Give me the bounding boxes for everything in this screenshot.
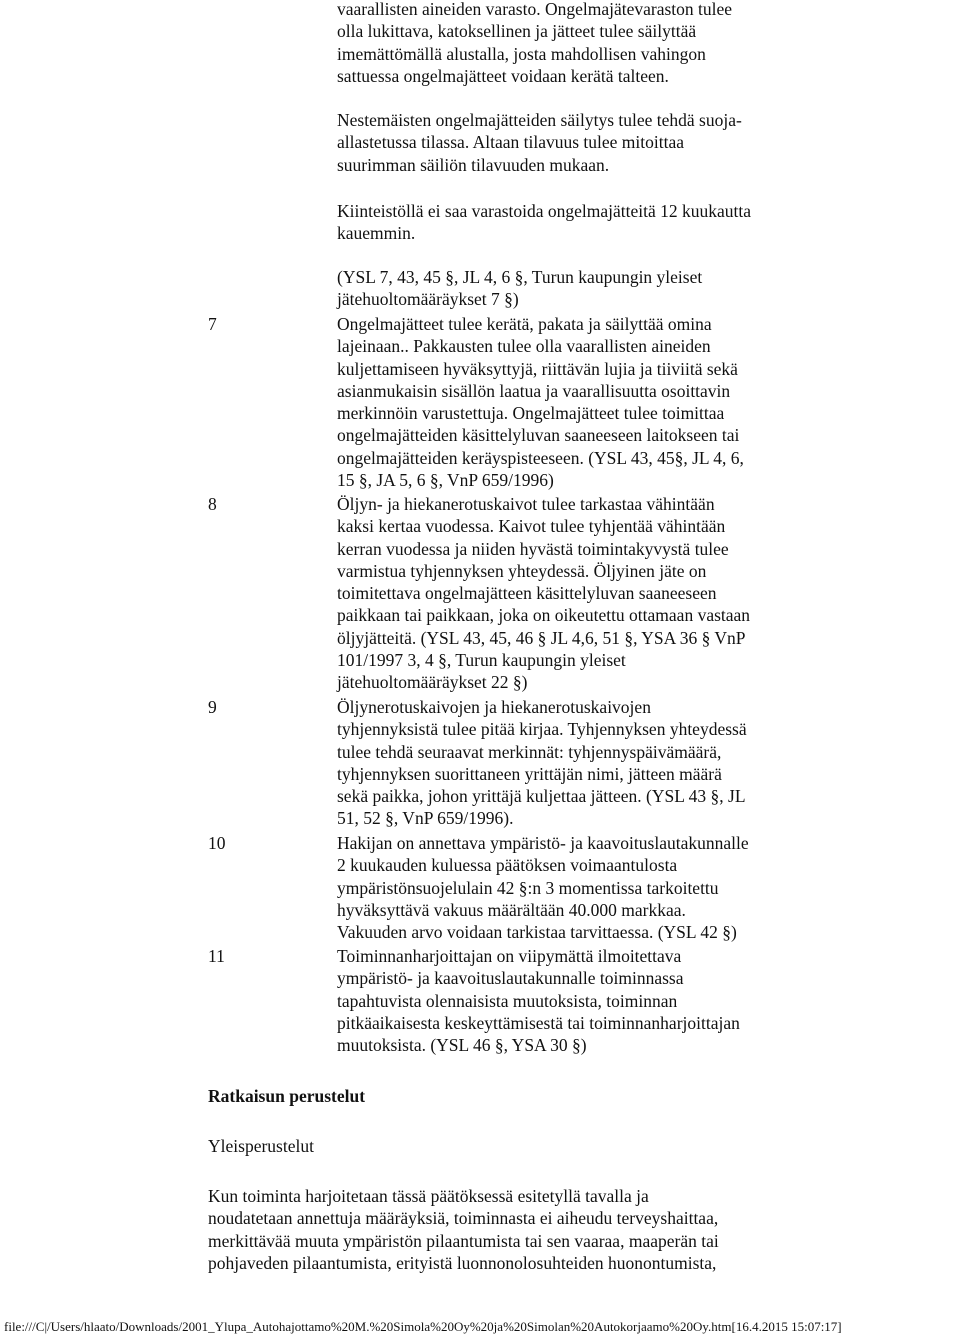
- reference-paragraph: [337, 266, 817, 311]
- storage-paragraph: [337, 0, 817, 87]
- text-line: kuljettamiseen hyväksyttyjä, riittävän lujia ja tiiviitä sekä: [337, 358, 738, 379]
- item-text: [337, 313, 817, 491]
- text-line: noudatetaan annettuja määräyksiä, toiminnasta ei aiheudu terveyshaittaa,: [208, 1208, 719, 1229]
- item-text: [337, 832, 817, 943]
- text-line: sattuessa ongelmajätteet voidaan kerätä talteen.: [337, 65, 669, 86]
- text-line: (YSL 7, 43, 45 §, JL 4, 6 §, Turun kaupungin yleiset: [337, 267, 703, 287]
- item-number: 7: [208, 314, 217, 334]
- text-line: hyväksyttävä vakuus määrältään 40.000 markkaa.: [337, 899, 686, 920]
- text-line: Toiminnanharjoittajan on viipymättä ilmoitettava: [337, 946, 682, 966]
- text-line: öljyjätteitä. (YSL 43, 45, 46 § JL 4,6, 51 §, YSA 36 § VnP: [337, 627, 746, 648]
- item-number: 11: [208, 946, 225, 966]
- text-line: paikkaan tai paikkaan, joka on oikeutettu ottamaan vastaan: [337, 605, 751, 626]
- text-line: merkinnöin varustettuja. Ongelmajätteet tulee toimittaa: [337, 403, 725, 424]
- text-line: kauemmin.: [337, 223, 416, 244]
- text-line: Vakuuden arvo voidaan tarkistaa tarvittaessa. (YSL 42 §): [337, 922, 737, 943]
- text-line: jätehuoltomääräykset 22 §): [337, 672, 528, 693]
- text-line: tulee tehdä seuraavat merkinnät: tyhjennyspäivämäärä,: [337, 741, 722, 762]
- text-line: Hakijan on annettava ympäristö- ja kaavoituslautakunnalle: [337, 833, 749, 853]
- text-line: ongelmajätteiden keräyspisteeseen. (YSL 43, 45§, JL 4, 6,: [337, 447, 744, 468]
- text-line: sekä paikka, johon yrittäjä kuljettaa jätteen. (YSL 43 §, JL: [337, 786, 746, 807]
- text-line: olla lukittava, katoksellinen ja jätteet tulee säilyttää: [337, 21, 697, 42]
- text-line: tapahtuvista olennaisista muutoksista, toiminnan: [337, 990, 678, 1011]
- text-line: ongelmajätteiden käsittelyluvan saaneeseen laitokseen tai: [337, 425, 740, 446]
- text-line: asianmukaisin sisällön laatua ja vaarallisuutta osoittavin: [337, 380, 731, 401]
- item-text: [337, 945, 817, 1056]
- text-line: tyhjennyksistä tulee pitää kirjaa. Tyhjennyksen yhteydessä: [337, 719, 747, 740]
- text-line: Nestemäisten ongelmajätteiden säilytys tulee tehdä suoja-: [337, 110, 742, 130]
- item-number: 9: [208, 697, 217, 717]
- text-line: ympäristö- ja kaavoituslautakunnalle toiminnassa: [337, 968, 684, 989]
- item-text: [337, 493, 817, 694]
- text-line: tyhjennyksen suorittaneen yrittäjän nimi, jätteen määrä: [337, 763, 722, 784]
- text-line: Öljyn- ja hiekanerotuskaivot tulee tarkastaa vähintään: [337, 494, 715, 514]
- liquid-waste-paragraph: [337, 109, 817, 176]
- text-line: pitkäaikaisesta keskeyttämisestä tai toiminnanharjoittajan: [337, 1012, 740, 1033]
- text-line: Kiinteistöllä ei saa varastoida ongelmajätteitä 12 kuukautta: [337, 201, 752, 221]
- section-heading: Ratkaisun perustelut: [208, 1086, 366, 1106]
- text-line: jätehuoltomääräykset 7 §): [337, 289, 519, 310]
- item-text: [337, 696, 817, 830]
- text-line: lajeinaan.. Pakkausten tulee olla vaarallisten aineiden: [337, 336, 711, 357]
- text-line: vaarallisten aineiden varasto. Ongelmajätevaraston tulee: [337, 0, 733, 19]
- text-line: 15 §, JA 5, 6 §, VnP 659/1996): [337, 470, 554, 491]
- text-line: merkittävää muuta ympäristön pilaantumista tai sen vaaraa, maaperän tai: [208, 1230, 719, 1251]
- item-number: 10: [208, 833, 226, 853]
- text-line: varmistua tyhjennyksen yhteydessä. Öljyinen jäte on: [337, 560, 707, 581]
- subsection-heading: Yleisperustelut: [208, 1136, 314, 1156]
- text-line: 51, 52 §, VnP 659/1996).: [337, 808, 514, 829]
- text-line: kaksi kertaa vuodessa. Kaivot tulee tyhjentää vähintään: [337, 516, 726, 537]
- text-line: toimitettava ongelmajätteen käsittelyluvan saaneeseen: [337, 583, 717, 604]
- text-line: 101/1997 3, 4 §, Turun kaupungin yleiset: [337, 650, 626, 671]
- text-line: Kun toiminta harjoitetaan tässä päätöksessä esitetyllä tavalla ja: [208, 1186, 649, 1206]
- text-line: Öljynerotuskaivojen ja hiekanerotuskaivojen: [337, 697, 651, 717]
- text-line: pohjaveden pilaantumista, erityistä luonnonolosuhteiden huonontumista,: [208, 1252, 717, 1273]
- text-line: Ongelmajätteet tulee kerätä, pakata ja säilyttää omina: [337, 314, 712, 334]
- text-line: 2 kuukauden kuluessa päätöksen voimaantulosta: [337, 855, 678, 876]
- page-footer-url: file:///C|/Users/hlaato/Downloads/2001_Ylupa_Autohajottamo%20M.%20Simola%20Oy%20ja%20Simolan%20Autokorjaamo%20Oy.htm[16.4.2015 15:07:17]: [4, 1319, 842, 1334]
- text-line: kerran vuodessa ja niiden hyvästä toimintakyvystä tulee: [337, 538, 729, 559]
- text-line: muutoksista. (YSL 46 §, YSA 30 §): [337, 1035, 587, 1056]
- item-number: 8: [208, 494, 217, 514]
- text-line: suurimman säiliön tilavuuden mukaan.: [337, 154, 610, 175]
- general-justification-paragraph: [208, 1185, 828, 1274]
- storage-duration-paragraph: [337, 200, 817, 245]
- text-line: allastetussa tilassa. Altaan tilavuus tulee mitoittaa: [337, 132, 685, 153]
- text-line: ympäristönsuojelulain 42 §:n 3 momentissa tarkoitettu: [337, 877, 719, 898]
- text-line: imemättömällä alustalla, josta mahdollisen vahingon: [337, 43, 706, 64]
